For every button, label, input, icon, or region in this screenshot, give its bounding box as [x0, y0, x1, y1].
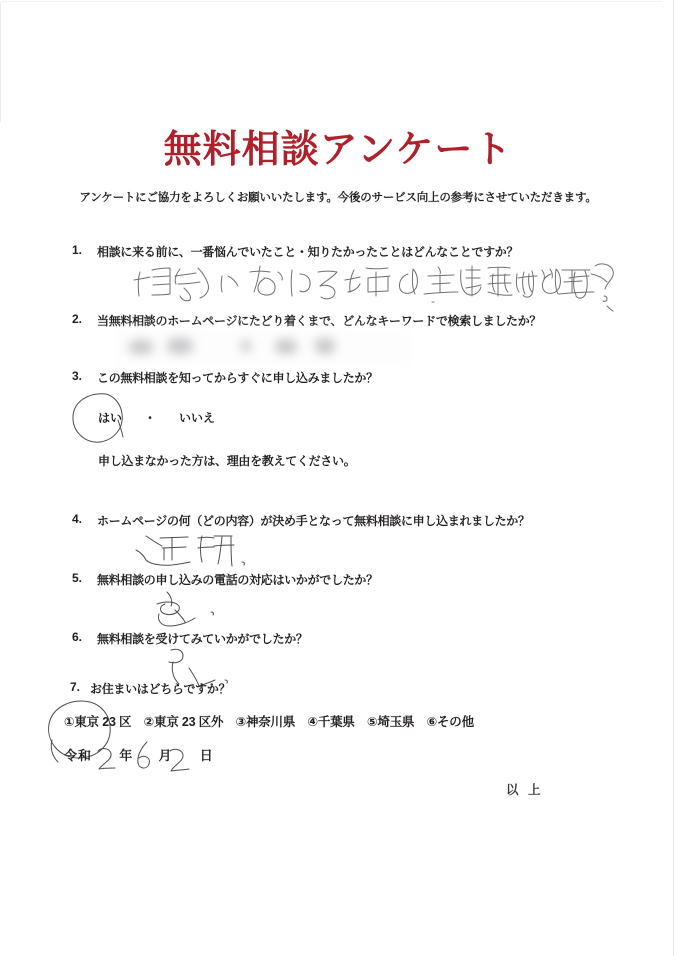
question-3-option-no[interactable]: いいえ: [179, 411, 216, 425]
question-7-number: 7.: [70, 680, 81, 694]
question-6-number: 6.: [72, 630, 83, 644]
question-4-text: ホームページの何（どの内容）が決め手となって無料相談に申し込まれましたか？: [97, 514, 530, 528]
question-7-options[interactable]: ①東京 23 区 ②東京 23 区外 ③神奈川県 ④千葉県 ⑤埼玉県 ⑥その他: [64, 715, 474, 729]
closing-text: 以 上: [506, 783, 544, 797]
date-era-label: 令和: [64, 748, 93, 763]
question-4-number: 4.: [72, 512, 83, 526]
page-subtitle: アンケートにご協力をよろしくお願いいたします。今後のサービス向上の参考にさせていただきます。: [79, 192, 597, 204]
date-day-label: 日: [199, 748, 214, 763]
question-3-text: この無料相談を知ってからすぐに申し込みましたか？: [97, 371, 378, 385]
question-2-redacted-answer: [115, 330, 411, 364]
scan-edge-top: [2, 1, 662, 2]
question-6-text: 無料相談を受けてみていかがでしたか？: [97, 632, 308, 646]
question-2-text: 当無料相談のホームページにたどり着くまで、どんなキーワードで検索しましたか？: [97, 314, 542, 328]
question-2-number: 2.: [72, 312, 83, 326]
question-5-handwritten-answer: [145, 590, 255, 632]
question-1-number: 1.: [72, 243, 83, 257]
question-3-number: 3.: [72, 369, 83, 383]
question-4-handwritten-answer: [130, 530, 250, 572]
scan-edge-left: [0, 2, 1, 122]
date-year-label: 年: [119, 748, 134, 763]
question-1-handwritten-answer: [132, 262, 612, 310]
question-3-option-separator: ・: [144, 411, 157, 425]
question-5-number: 5.: [72, 571, 83, 585]
date-month-label: 月: [158, 748, 173, 763]
page-title: 無料相談アンケート: [163, 129, 513, 171]
date-line: [64, 745, 214, 764]
question-5-text: 無料相談の申し込みの電話の対応はいかがでしたか？: [97, 573, 378, 587]
question-1-text: 相談に来る前に、一番悩んでいたこと・知りたかったことはどんなことですか？: [97, 245, 519, 259]
question-1-handwritten-answer-tail: [455, 262, 625, 314]
question-3-option-yes[interactable]: はい: [98, 411, 123, 425]
question-3-sub-note: 申し込まなかった方は、理由を教えてください。: [98, 454, 356, 468]
question-7-text: お住まいはどちらですか？: [90, 682, 231, 696]
